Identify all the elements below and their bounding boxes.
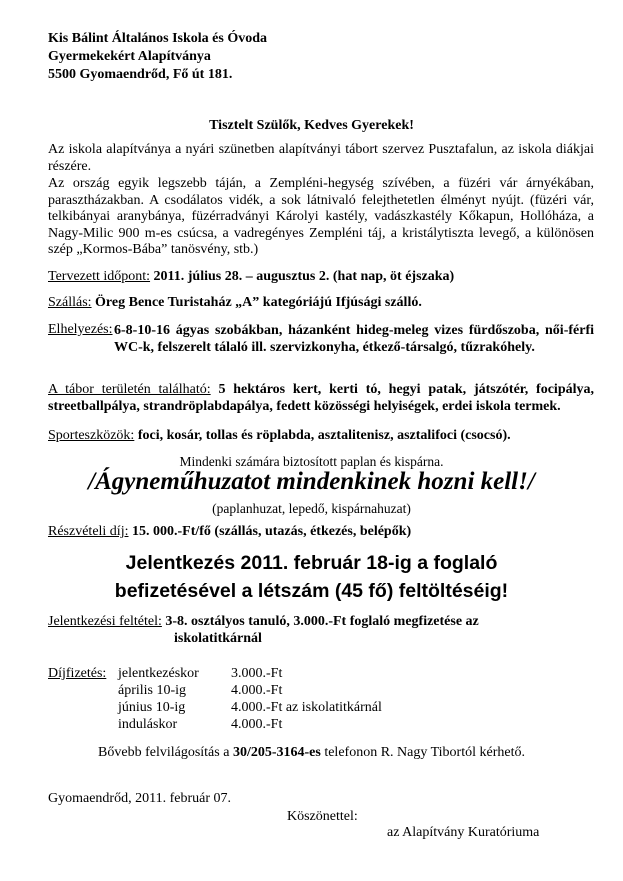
deadline-line-2: befizetésével a létszám (45 fő) feltöltéséig! xyxy=(114,580,509,602)
school-address: 5500 Gyomaendrőd, Fő út 181. xyxy=(48,67,233,82)
payment-when-4: induláskor xyxy=(118,717,178,732)
payment-amount-2: 4.000.-Ft xyxy=(231,683,283,698)
place-date: Gyomaendrőd, 2011. február 07. xyxy=(48,791,231,806)
school-name: Kis Bálint Általános Iskola és Óvoda xyxy=(48,31,267,46)
sports-label: Sporteszközök: xyxy=(48,428,135,443)
payment-amount-4: 4.000.-Ft xyxy=(231,717,283,732)
placement-value: 6-8-10-16 ágyas szobákban, házanként hideg-meleg vizes fürdőszoba, női-férfi WC-k, felszerelt tálaló ill. szervizkonyha, étkező-társalgó, tűzrakóhely. xyxy=(114,323,594,355)
accommodation-label: Szállás: xyxy=(48,295,92,310)
payment-when-2: április 10-ig xyxy=(118,683,187,698)
sports-line xyxy=(48,428,511,444)
info-phone: 30/205-3164-es xyxy=(232,745,321,760)
school-header xyxy=(48,30,267,84)
foundation-name: Gyermekekért Alapítványa xyxy=(48,49,211,64)
facilities-label: A tábor területén található: xyxy=(48,382,211,397)
info-pre: Bővebb felvilágosítás a xyxy=(98,745,233,760)
bedding-provided: Mindenki számára biztosított paplan és kispárna. xyxy=(179,454,444,469)
intro-paragraph-2: Az ország egyik legszebb táján, a Zempléni-hegység szívében, a füzéri vár árnyékában, parasztházakban. A csodálatos vidék, a sok látnivaló felejthetetlen élményt nyújt. (füzéri vár, telkibányai aranybánya, füzérradványi Károlyi kastély, vadászkastély Kőkapun, Hollóháza, a Nagy-Milic 900 m-es csúcsa, a vadregényes Zempléni táj, a kristálytiszta levegő, a különösen szép „Kormos-Bába” tanösvény, stb.) xyxy=(48,176,594,258)
conditions-label: Jelentkezési feltétel: xyxy=(48,614,162,629)
date-label: Tervezett időpont: xyxy=(48,269,151,284)
date-value: 2011. július 28. – augusztus 2. (hat nap, öt éjszaka) xyxy=(150,269,455,284)
accommodation-line xyxy=(48,295,422,311)
intro-paragraph-1: Az iskola alapítványa a nyári szünetben alapítványi tábort szervez Pusztafalun, az iskola diákjai részére. xyxy=(48,142,594,174)
accommodation-value: Öreg Bence Turistaház „A” kategóriájú Ifjúsági szálló. xyxy=(91,295,422,310)
conditions-line xyxy=(48,614,479,630)
facilities-value: 5 hektáros kert, kerti tó, hegyi patak, játszótér, focipálya, streetballpálya, strandröplabdapálya, fedett közösségi helyiségek, erdei iskola termek. xyxy=(48,382,594,414)
placement-label: Elhelyezés: xyxy=(48,322,113,337)
payment-label: Díjfizetés: xyxy=(48,666,107,681)
payment-when-3: június 10-ig xyxy=(118,700,186,715)
sports-value: foci, kosár, tollas és röplabda, asztalitenisz, asztalifoci (csocsó). xyxy=(134,428,511,443)
bedding-items: (paplanhuzat, lepedő, kispárnahuzat) xyxy=(212,501,411,516)
fee-label: Részvételi díj: xyxy=(48,524,129,539)
fee-value: 15. 000.-Ft/fő (szállás, utazás, étkezés, belépők) xyxy=(128,524,412,539)
thanks: Köszönettel: xyxy=(287,809,358,824)
info-line xyxy=(0,745,623,761)
signature: az Alapítvány Kuratóriuma xyxy=(387,825,540,840)
greeting-title: Tisztelt Szülők, Kedves Gyerekek! xyxy=(209,118,414,133)
facilities-paragraph xyxy=(48,381,594,415)
payment-amount-1: 3.000.-Ft xyxy=(231,666,283,681)
bedding-bring-notice: /Ágyneműhuzatot mindenkinek hozni kell!/ xyxy=(88,468,535,495)
conditions-value-cont: iskolatitkárnál xyxy=(174,631,262,646)
deadline-line-1: Jelentkezés 2011. február 18-ig a foglaló xyxy=(125,552,498,574)
conditions-value: 3-8. osztályos tanuló, 3.000.-Ft foglaló megfizetése az xyxy=(161,614,479,629)
info-post: telefonon R. Nagy Tibortól kérhető. xyxy=(320,745,525,760)
payment-when-1: jelentkezéskor xyxy=(118,666,199,681)
payment-amount-3: 4.000.-Ft az iskolatitkárnál xyxy=(231,700,382,715)
date-line xyxy=(48,269,454,285)
fee-line xyxy=(48,524,411,540)
